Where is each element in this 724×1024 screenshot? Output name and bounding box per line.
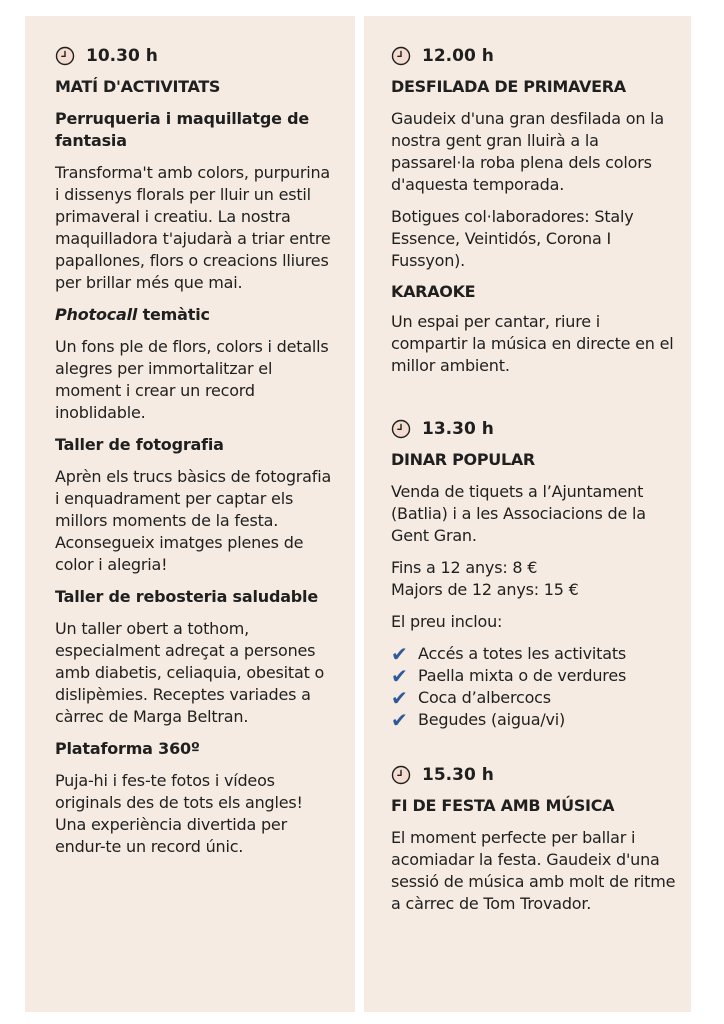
section-title: MATÍ D'ACTIVITATS	[55, 77, 221, 96]
time-label: 15.30 h	[422, 765, 494, 785]
checkmark-icon: ✔	[391, 708, 408, 732]
activity-heading: Plataforma 360º	[55, 739, 200, 758]
activity-text: Transforma't amb colors, purpurina i dissenys florals per lluir un estil primaveral i creatiu. La nostra maquilladora t'ajudarà a triar entre papallones, flors o creacions lliures per brillar més que mai.	[55, 163, 331, 292]
list-item	[391, 665, 677, 687]
list-item	[391, 687, 677, 709]
section-title: DESFILADA DE PRIMAVERA	[391, 77, 626, 96]
includes-list	[391, 643, 677, 731]
time-label: 12.00 h	[422, 46, 494, 66]
right-column	[364, 16, 691, 1012]
price-children: Fins a 12 anys: 8 €	[391, 558, 538, 577]
time-heading	[391, 44, 677, 68]
list-item	[391, 709, 677, 731]
clock-icon	[391, 765, 411, 785]
sponsors-text: Botigues col·laboradores: Staly Essence, Veintidós, Corona I Fussyon).	[391, 207, 634, 270]
time-heading	[391, 417, 677, 441]
activity-text: Aprèn els trucs bàsics de fotografia i enquadrament per captar els millors moments de la festa. Aconsegueix imatges plenes de color i alegria!	[55, 467, 332, 574]
activity-heading: Taller de fotografia	[55, 435, 224, 454]
list-item-label: Accés a totes les activitats	[418, 644, 627, 663]
section-text: El moment perfecte per ballar i acomiadar la festa. Gaudeix d'una sessió de música amb molt de ritme a càrrec de Tom Trovador.	[391, 828, 676, 913]
list-item	[391, 643, 677, 665]
list-item-label: Coca d’albercocs	[418, 688, 551, 707]
section-title: DINAR POPULAR	[391, 450, 535, 469]
section-text: Venda de tiquets a l’Ajuntament (Batlia) i a les Associacions de la Gent Gran.	[391, 482, 646, 545]
section-text: Gaudeix d'una gran desfilada on la nostra gent gran lluirà a la passarel·la roba plena dels colors d'aquesta temporada.	[391, 109, 665, 194]
list-item-label: Begudes (aigua/vi)	[418, 710, 566, 729]
activity-heading-italic: Photocall	[55, 305, 138, 324]
activity-heading: Perruqueria i maquillatge de fantasia	[55, 109, 310, 150]
clock-icon	[391, 419, 411, 439]
left-column	[25, 16, 355, 1012]
spacer	[391, 387, 677, 417]
activity-heading-rest: temàtic	[137, 305, 210, 324]
clock-icon	[391, 46, 411, 66]
activity-text: Un taller obert a tothom, especialment adreçat a persones amb diabetis, celiaquia, obesitat o dislipèmies. Receptes variades a càrrec de Marga Beltran.	[55, 619, 325, 726]
activity-heading	[55, 304, 335, 326]
time-heading	[55, 44, 335, 68]
price-adults: Majors de 12 anys: 15 €	[391, 580, 579, 599]
section-title: FI DE FESTA AMB MÚSICA	[391, 796, 615, 815]
clock-icon	[55, 46, 75, 66]
list-item-label: Paella mixta o de verdures	[418, 666, 627, 685]
spacer	[391, 741, 677, 763]
activity-text: Un fons ple de flors, colors i detalls alegres per immortalitzar el moment i crear un record inoblidable.	[55, 337, 329, 422]
activity-heading: Taller de rebosteria saludable	[55, 587, 318, 606]
time-label: 10.30 h	[86, 46, 158, 66]
karaoke-text: Un espai per cantar, riure i compartir la música en directe en el millor ambient.	[391, 312, 674, 375]
time-label: 13.30 h	[422, 419, 494, 439]
price-list	[391, 557, 677, 601]
time-heading	[391, 763, 677, 787]
karaoke-title: KARAOKE	[391, 282, 476, 301]
checkmark-icon: ✔	[391, 686, 408, 710]
checkmark-icon: ✔	[391, 664, 408, 688]
activity-text: Puja-hi i fes-te fotos i vídeos originals des de tots els angles! Una experiència divertida per endur-te un record únic.	[55, 771, 303, 856]
checkmark-icon: ✔	[391, 642, 408, 666]
includes-label: El preu inclou:	[391, 612, 503, 631]
